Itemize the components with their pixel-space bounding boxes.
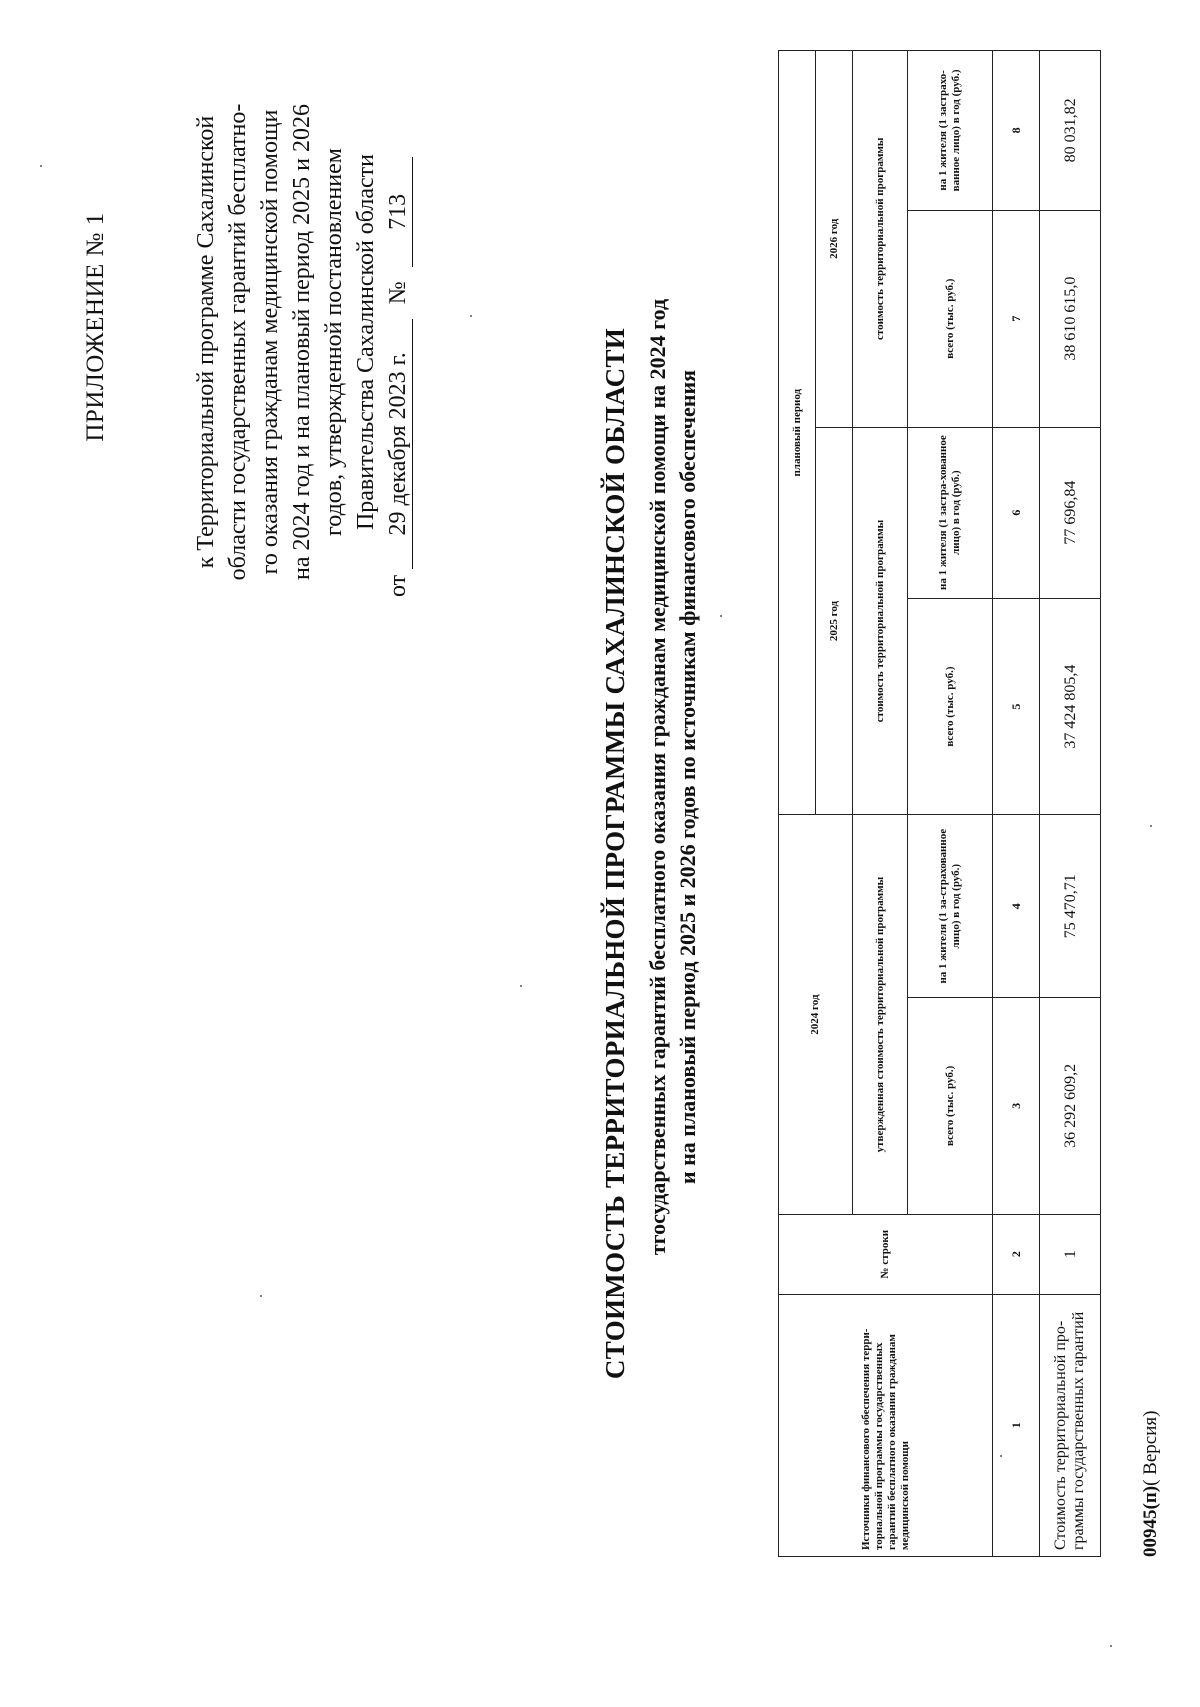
appendix-title: ПРИЛОЖЕНИЕ № 1 [82,212,109,442]
header-total-2025: всего (тыс. руб.) [908,598,993,815]
appendix-block [80,37,170,617]
header-total-2024: всего (тыс. руб.) [908,997,993,1214]
appendix-line: к Территориальной программе Сахалинской [193,115,219,569]
resolution-number: 713 [385,157,413,267]
header-cost-2025: стоимость территориальной программы [853,427,908,815]
per-resident-2025: 77 696,84 [1040,427,1101,598]
scan-speck [40,165,42,167]
header-per-resident-2025: на 1 жителя (1 застра-хованное лицо) в год (руб.) [908,427,993,598]
document-subtitle [643,127,703,1427]
header-per-resident-2026: на 1 жителя (1 застрахо-ванное лицо) в год (руб.) [908,51,993,211]
column-number: 6 [993,427,1040,598]
header-row-years [779,51,816,1557]
per-resident-2026: 80 031,82 [1040,51,1101,211]
scan-speck [1150,825,1152,827]
header-row-number: № строки [779,1214,993,1294]
row-number: 1 [1040,1214,1101,1294]
total-2025: 37 424 805,4 [1040,598,1101,815]
column-number: 8 [993,51,1040,211]
document-code: 00945(п) [1140,1485,1161,1557]
header-source: Источники финансового обеспечения терри-ториальной программы государственных гарантий бесплатного оказания гражданам медицинской помощи [779,1294,993,1556]
appendix-date-line [385,157,413,597]
scan-speck [470,315,472,317]
row-source: Стоимость территориальной про-граммы государственных гарантий [1040,1294,1101,1556]
subtitle-line: тгосударственных гарантий бесплатного оказания гражданам медицинской помощи на 2024 год [645,298,670,1256]
header-cost-2026: стоимость территориальной программы [853,51,908,428]
number-label: № [385,281,411,305]
column-number: 5 [993,598,1040,815]
document-title: СТОИМОСТЬ ТЕРРИТОРИАЛЬНОЙ ПРОГРАММЫ САХАЛИНСКОЙ ОБЛАСТИ [600,327,630,1380]
appendix-line: Правительства Сахалинской области [353,153,379,531]
header-total-2026: всего (тыс. руб.) [908,210,993,427]
total-2024: 36 292 609,2 [1040,997,1101,1214]
header-planned-period: плановый период [779,51,816,815]
from-label: от [385,574,411,597]
document-version: ( Версия) [1140,1410,1161,1486]
total-2026: 38 610 615,0 [1040,210,1101,427]
appendix-line: области государственных гарантий бесплатно- [225,103,251,581]
scan-speck [720,615,722,617]
scan-speck [520,985,522,987]
appendix-line: на 2024 год и на плановый период 2025 и 2026 [289,104,315,580]
header-year-2026: 2026 год [816,51,853,428]
column-number: 7 [993,210,1040,427]
table-row [1040,51,1101,1557]
header-per-resident-2024: на 1 жителя (1 за-страхованное лицо) в год (руб.) [908,815,993,998]
header-year-2024: 2024 год [779,815,853,1214]
scan-speck [1110,1645,1112,1647]
header-approved-cost-2024: утвержденная стоимость территориальной программы [853,815,908,1214]
column-number-row [993,51,1040,1557]
resolution-date: 29 декабря 2023 г. [385,319,413,569]
column-number: 1 [993,1294,1040,1556]
per-resident-2024: 75 470,71 [1040,815,1101,998]
appendix-line: го оказания гражданам медицинской помощи [257,109,283,575]
appendix-reference [190,22,382,662]
cost-table [778,50,1101,1557]
footer-document-code [1140,1411,1162,1557]
header-year-2025: 2025 год [816,427,853,815]
subtitle-line: и на плановый период 2025 и 2026 годов по источникам финансового обеспечения [675,369,700,1185]
column-number: 3 [993,997,1040,1214]
column-number: 2 [993,1214,1040,1294]
column-number: 4 [993,815,1040,998]
scan-speck [260,1295,262,1297]
appendix-line: годов, утвержденной постановлением [321,148,347,536]
